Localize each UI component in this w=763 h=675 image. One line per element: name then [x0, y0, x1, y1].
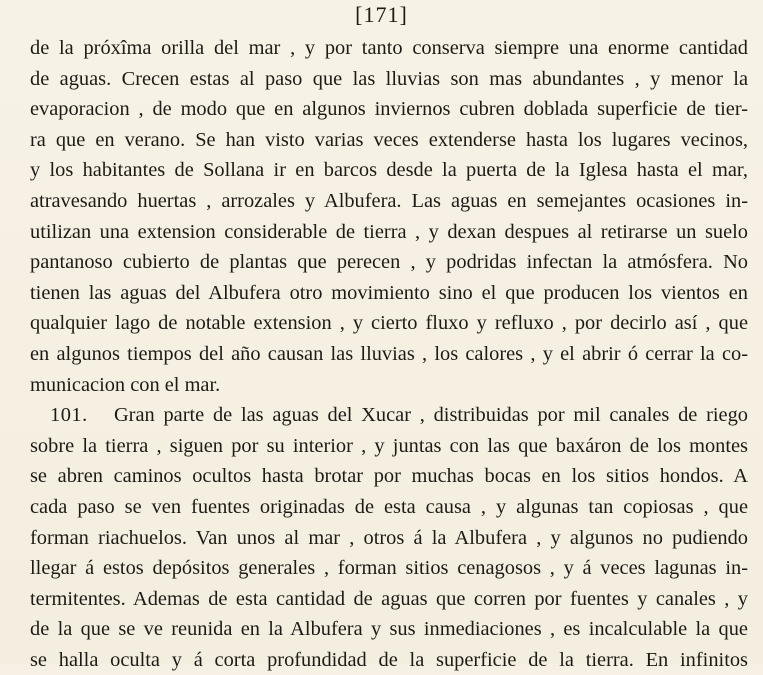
- text-line: tienen las aguas del Albufera otro movimiento sino el que producen los vientos en: [30, 281, 748, 304]
- text-line: municacion con el mar.: [30, 373, 221, 396]
- text-line: y los habitantes de Sollana ir en barcos desde la puerta de la Iglesa hasta el mar,: [30, 159, 748, 182]
- text-line: cada paso se ven fuentes originadas de esta causa , y algunas tan copiosas , que: [30, 495, 748, 518]
- text-line: en algunos tiempos del año causan las lluvias , los calores , y el abrir ó cerrar la co-: [30, 342, 748, 365]
- text-line-content: Gran parte de las aguas del Xucar , distribuidas por mil canales de riego: [113, 404, 748, 427]
- text-line: qualquier lago de notable extension , y cierto fluxo y refluxo , por decirlo así , que: [30, 312, 748, 335]
- text-line: termitentes. Ademas de esta cantidad de aguas que corren por fuentes y canales , y: [30, 587, 748, 610]
- text-line: atravesando huertas , arrozales y Albufera. Las aguas en semejantes ocasiones in-: [30, 189, 748, 212]
- paragraph-2: [30, 400, 748, 675]
- text-line: ra que en verano. Se han visto varias veces extenderse hasta los lugares vecinos,: [30, 128, 748, 151]
- text-line: de aguas. Crecen estas al paso que las lluvias son mas abundantes , y menor la: [30, 67, 748, 90]
- text-line: evaporacion , de modo que en algunos inviernos cubren doblada superficie de tier-: [30, 98, 748, 121]
- text-line: forman riachuelos. Van unos al mar , otros á la Albufera , y algunos no pudiendo: [30, 526, 748, 549]
- text-line: utilizan una extension considerable de tierra , y dexan despues al retirarse un suelo: [30, 220, 748, 243]
- paragraph-number: 101.: [50, 404, 88, 427]
- text-line: llegar á estos depósitos generales , forman sitios cenagosos , y á veces lagunas in-: [30, 557, 748, 580]
- page-number: [171]: [355, 2, 408, 27]
- text-line: de la próxîma orilla del mar , y por tanto conserva siempre una enorme cantidad: [30, 37, 748, 59]
- body-text: [30, 33, 748, 675]
- text-line: de la que se ve reunida en la Albufera y sus inmediaciones , es incalculable la que: [30, 618, 748, 641]
- text-line: se abren caminos ocultos hasta brotar por muchas bocas en los sitios hondos. A: [30, 465, 748, 488]
- text-line-first: [30, 400, 748, 431]
- paragraph-1: [30, 33, 748, 400]
- text-line: pantanoso cubierto de plantas que perecen , y podridas infectan la atmósfera. No: [30, 251, 748, 274]
- text-line: sobre la tierra , siguen por su interior , y juntas con las que baxáron de los montes: [30, 434, 748, 457]
- text-line: se halla oculta y á corta profundidad de la superficie de la tierra. En infinitos: [30, 648, 748, 671]
